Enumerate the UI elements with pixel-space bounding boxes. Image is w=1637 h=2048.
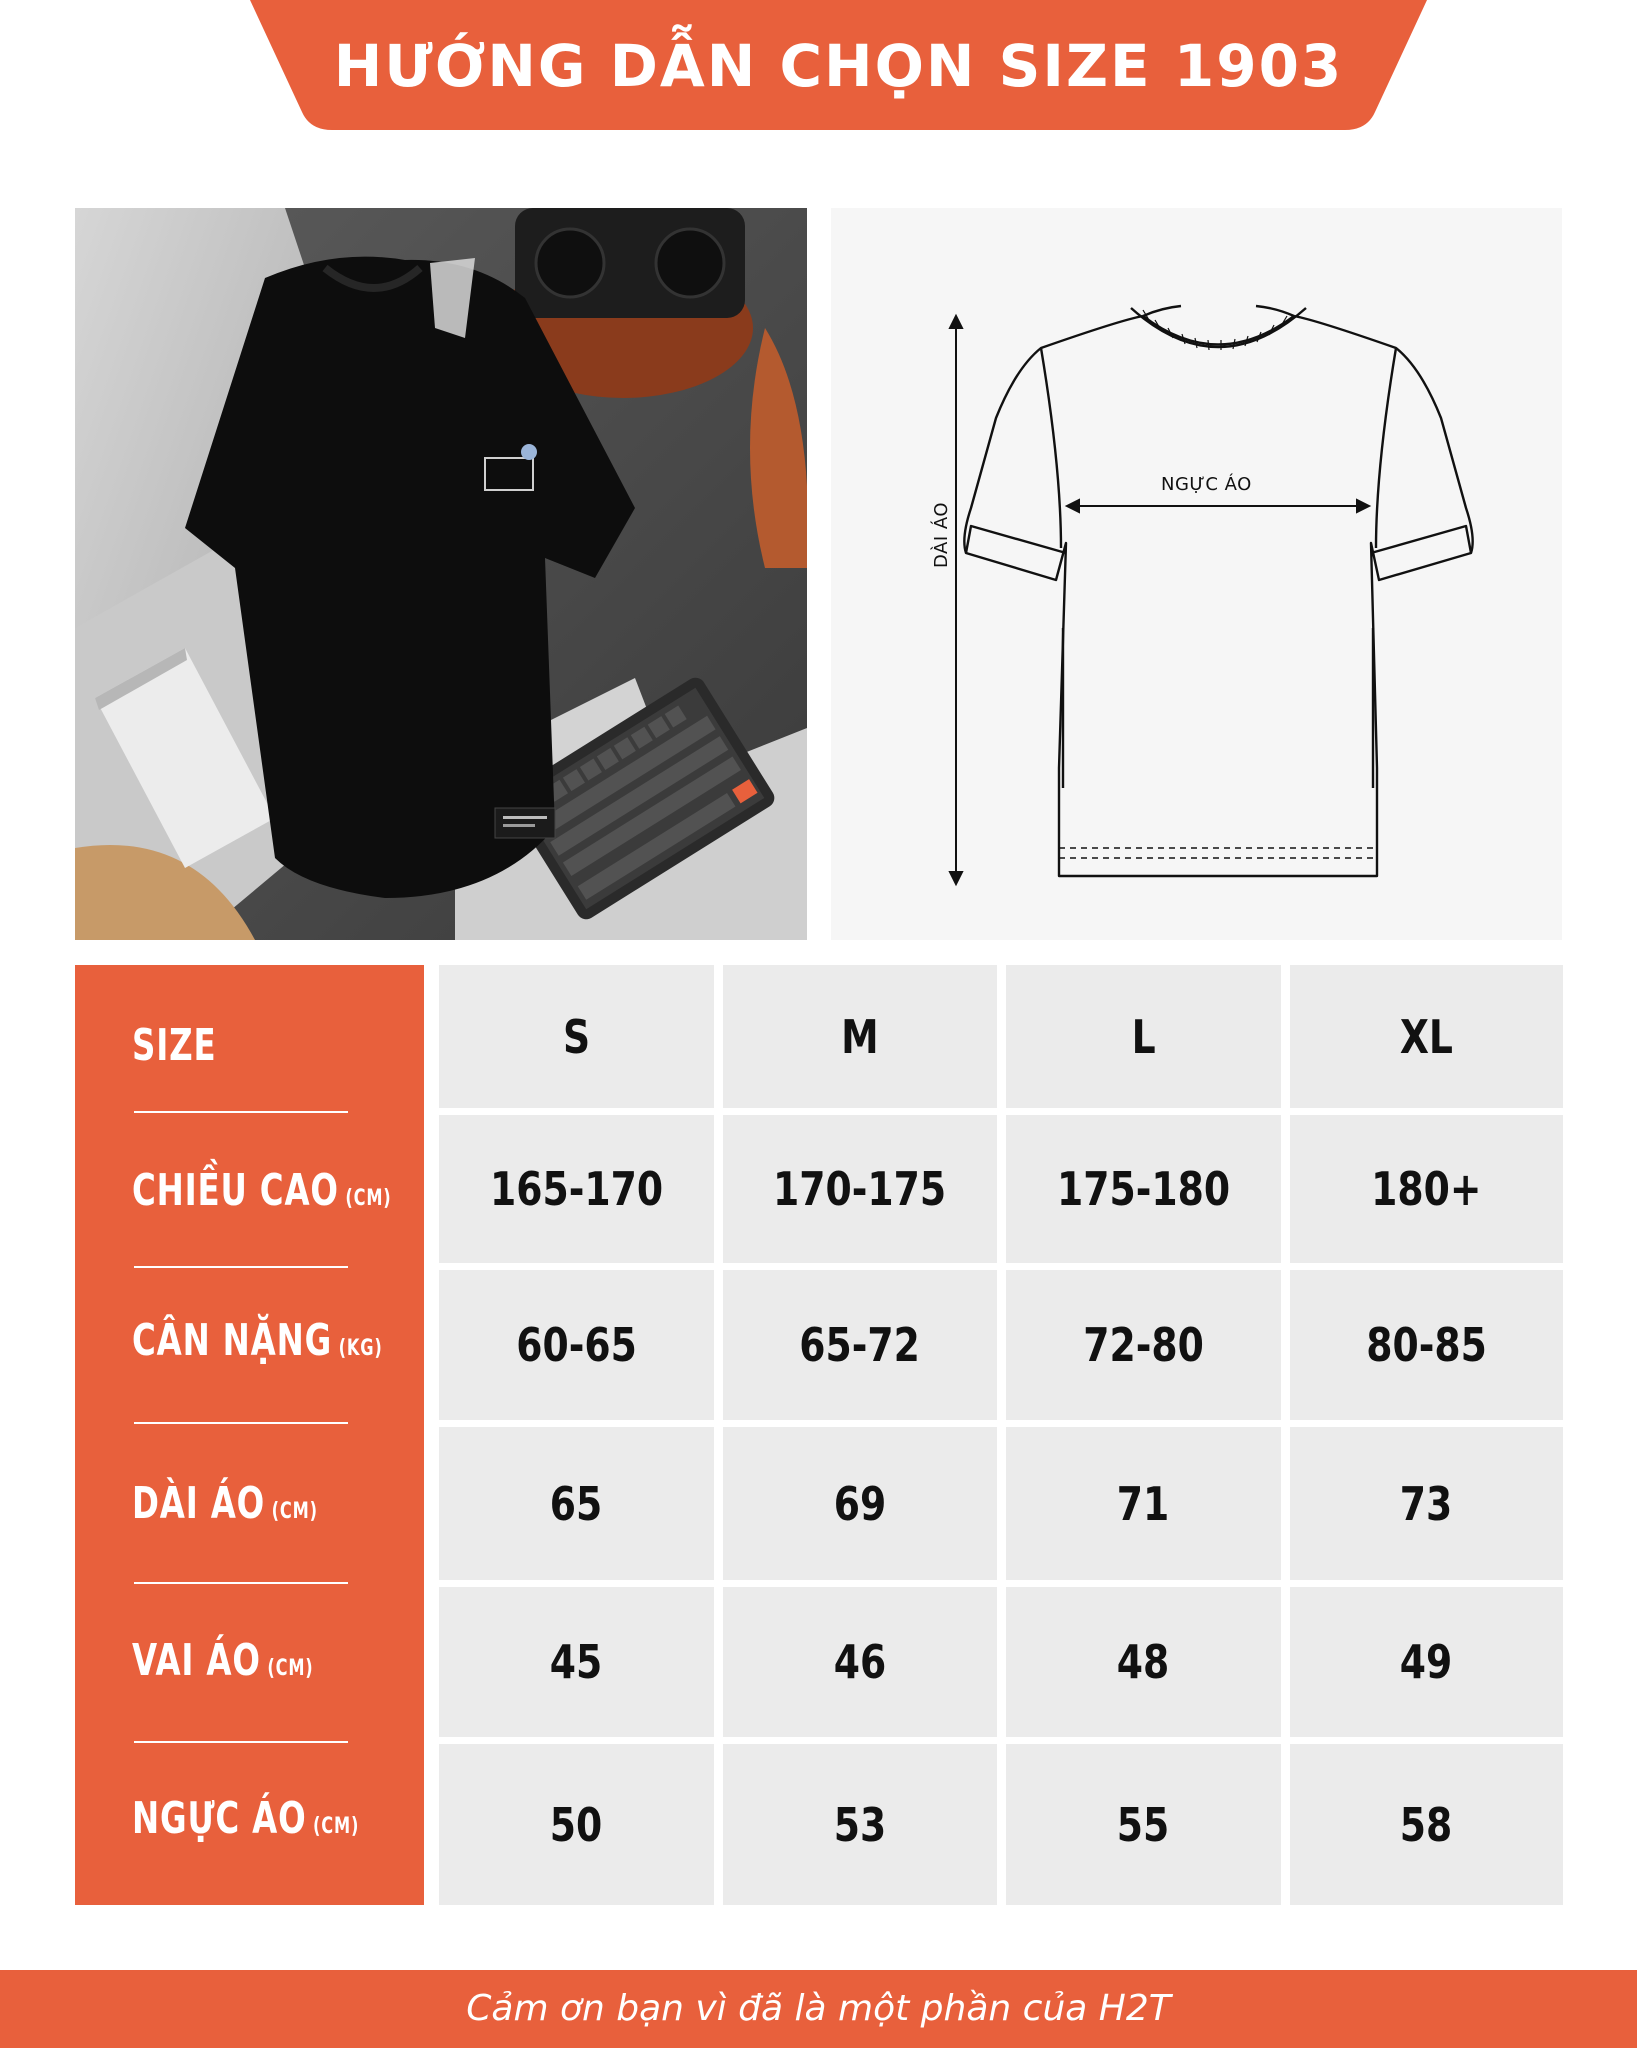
length-measurement-label: DÀI ÁO	[931, 501, 952, 568]
table-cell: 53	[723, 1744, 997, 1905]
table-cell: 48	[1006, 1587, 1281, 1737]
row-label-height: CHIỀU CAO (CM)	[132, 1165, 392, 1216]
table-cell: 45	[439, 1587, 714, 1737]
title-banner	[250, 0, 1427, 130]
table-cell: 50	[439, 1744, 714, 1905]
measurement-diagram	[831, 208, 1562, 940]
divider	[134, 1422, 348, 1424]
size-table	[75, 965, 1563, 1905]
size-header-xl: XL	[1290, 965, 1563, 1108]
table-cell: 72-80	[1006, 1270, 1281, 1420]
divider	[134, 1266, 348, 1268]
page-title: HƯỚNG DẪN CHỌN SIZE 1903	[333, 32, 1344, 100]
size-header-l: L	[1006, 965, 1281, 1108]
divider	[134, 1582, 348, 1584]
table-cell: 65	[439, 1427, 714, 1580]
table-cell: 180+	[1290, 1115, 1563, 1263]
header-label: SIZE	[132, 1020, 217, 1071]
divider	[134, 1111, 348, 1113]
chest-measurement-label: NGỰC ÁO	[1161, 474, 1252, 495]
table-cell: 73	[1290, 1427, 1563, 1580]
table-cell: 165-170	[439, 1115, 714, 1263]
row-label-column	[75, 965, 424, 1905]
table-cell: 65-72	[723, 1270, 997, 1420]
divider	[134, 1741, 348, 1743]
row-label-shoulder: VAI ÁO (CM)	[132, 1635, 314, 1686]
footer-bar	[0, 1970, 1637, 2048]
table-cell: 58	[1290, 1744, 1563, 1905]
size-header-s: S	[439, 965, 714, 1108]
row-label-weight: CÂN NẶNG (KG)	[132, 1315, 383, 1366]
footer-text: Cảm ơn bạn vì đã là một phần của H2T	[466, 1988, 1171, 2029]
table-cell: 49	[1290, 1587, 1563, 1737]
table-cell: 80-85	[1290, 1270, 1563, 1420]
table-cell: 170-175	[723, 1115, 997, 1263]
size-header-m: M	[723, 965, 997, 1108]
table-cell: 46	[723, 1587, 997, 1737]
table-cell: 175-180	[1006, 1115, 1281, 1263]
table-cell: 60-65	[439, 1270, 714, 1420]
product-photo	[75, 208, 807, 940]
table-cell: 69	[723, 1427, 997, 1580]
row-label-chest: NGỰC ÁO (CM)	[132, 1793, 360, 1844]
table-cell: 55	[1006, 1744, 1281, 1905]
table-cell: 71	[1006, 1427, 1281, 1580]
tshirt-outline-icon	[831, 208, 1562, 940]
row-label-length: DÀI ÁO (CM)	[132, 1478, 318, 1529]
